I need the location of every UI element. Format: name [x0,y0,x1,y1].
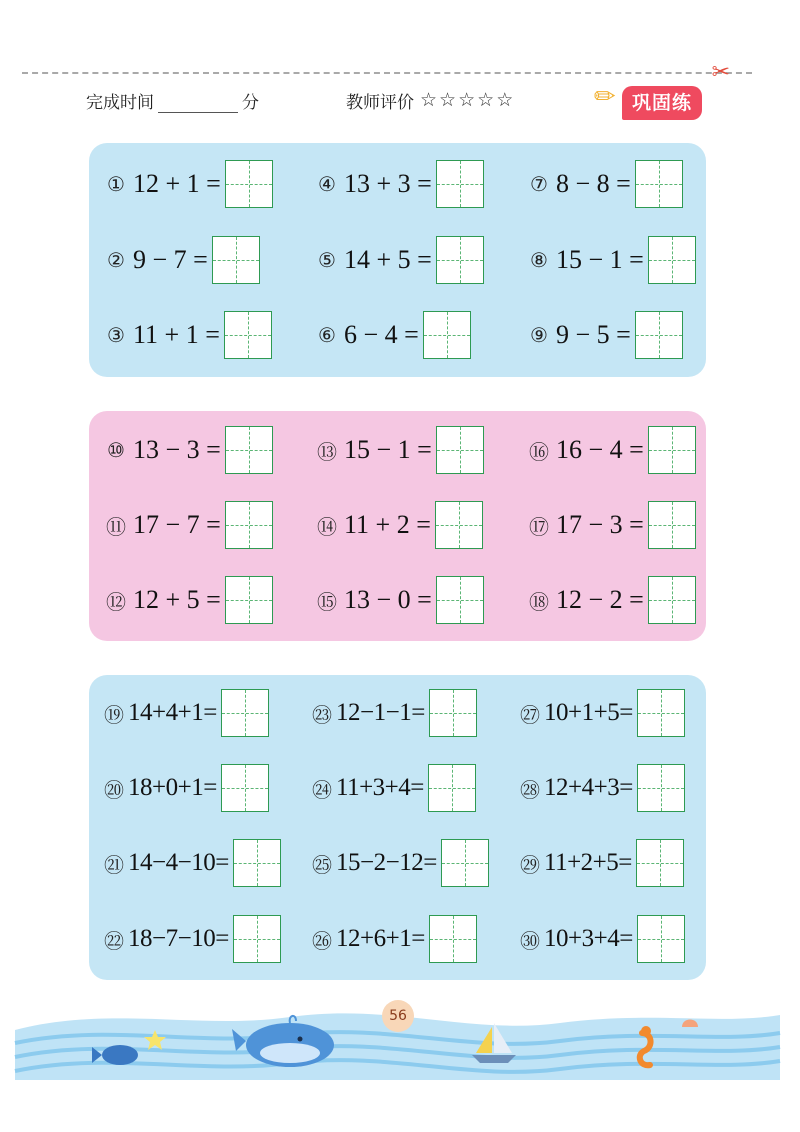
problem-item [101,764,269,812]
answer-box[interactable] [648,426,696,474]
star-icon[interactable]: ☆ [439,89,457,111]
problem-expression: 9 − 5 = [556,320,631,349]
answer-box[interactable] [225,426,273,474]
worksheet-header [0,84,800,118]
problem-number: ㉚ [520,928,540,953]
problem-expression: 10+3+4= [544,925,633,952]
problem-item [103,501,273,549]
problem-item [314,501,483,549]
answer-box[interactable] [441,839,489,887]
problem-number: ⑧ [530,248,548,272]
problem-item [526,160,683,208]
problem-expression: 16 − 4 = [556,435,644,464]
problem-number: ⑮ [317,589,337,614]
problem-number: ㉕ [312,852,332,877]
problem-number: ⑤ [318,248,336,272]
problem-expression: 12 + 5 = [133,585,221,614]
problem-expression: 12 + 1 = [133,169,221,198]
problem-item [314,160,484,208]
problem-number: ㉒ [104,928,124,953]
problem-item [103,576,273,624]
problem-number: ⑭ [317,514,337,539]
answer-box[interactable] [221,764,269,812]
badge-label: 巩固练 [622,86,702,120]
problem-item [314,426,484,474]
problem-item [103,160,273,208]
problem-number: ㉑ [104,852,124,877]
problem-number: ㉖ [312,928,332,953]
answer-box[interactable] [212,236,260,284]
problem-number: ⑰ [529,514,549,539]
answer-box[interactable] [637,764,685,812]
problem-expression: 14 + 5 = [344,245,432,274]
problem-item [101,689,269,737]
problem-expression: 14−4−10= [128,849,229,876]
problem-expression: 6 − 4 = [344,320,419,349]
problem-number: ⑨ [530,323,548,347]
problem-item [103,311,272,359]
problem-expression: 11+3+4= [336,774,424,801]
problem-number: ② [107,248,125,272]
problem-number: ㉙ [520,852,540,877]
problem-expression: 17 − 7 = [133,510,221,539]
problem-item [526,576,696,624]
problem-number: ⑱ [529,589,549,614]
answer-box[interactable] [225,576,273,624]
answer-box[interactable] [648,236,696,284]
answer-box[interactable] [436,426,484,474]
star-icon[interactable]: ☆ [458,89,476,111]
problem-expression: 15 − 1 = [556,245,644,274]
problem-item [309,689,477,737]
problem-expression: 13 − 0 = [344,585,432,614]
problem-expression: 9 − 7 = [133,245,208,274]
problem-number: ⑬ [317,439,337,464]
problem-number: ㉘ [520,777,540,802]
star-icon[interactable]: ☆ [477,89,495,111]
problem-expression: 12+6+1= [336,925,425,952]
problem-number: ㉗ [520,702,540,727]
problem-item [517,689,685,737]
problem-expression: 12+4+3= [544,774,633,801]
problem-item [103,426,273,474]
problem-expression: 17 − 3 = [556,510,644,539]
section-badge [592,84,732,126]
answer-box[interactable] [436,160,484,208]
answer-box[interactable] [648,576,696,624]
problem-item [309,915,477,963]
problem-number: ⑲ [104,702,124,727]
answer-box[interactable] [436,236,484,284]
answer-box[interactable] [635,311,683,359]
problem-item [526,311,683,359]
star-icon[interactable]: ☆ [420,89,438,111]
problem-number: ㉓ [312,702,332,727]
problem-expression: 15 − 1 = [344,435,432,464]
problem-number: ⑯ [529,439,549,464]
answer-box[interactable] [637,915,685,963]
scissors-icon: ✂ [711,60,730,85]
problem-number: ⑪ [106,514,126,539]
answer-box[interactable] [435,501,483,549]
eval-label: 教师评价 [346,93,414,113]
problem-number: ④ [318,172,336,196]
problem-number: ⑥ [318,323,336,347]
problem-item [101,839,281,887]
answer-box[interactable] [225,501,273,549]
problem-item [103,236,260,284]
answer-box[interactable] [233,915,281,963]
completion-time [86,88,259,113]
answer-box[interactable] [221,689,269,737]
exercise-panel-2 [89,411,706,641]
problem-item [314,576,484,624]
problem-item [101,915,281,963]
problem-expression: 13 + 3 = [344,169,432,198]
time-blank[interactable] [158,95,238,113]
problem-number: ⑦ [530,172,548,196]
answer-box[interactable] [423,311,471,359]
problem-item [309,839,489,887]
problem-item [526,426,696,474]
problem-expression: 10+1+5= [544,699,633,726]
answer-box[interactable] [636,839,684,887]
problem-item [517,839,684,887]
rating-stars [420,91,513,110]
answer-box[interactable] [224,311,272,359]
answer-box[interactable] [429,689,477,737]
problem-item [309,764,476,812]
problem-expression: 12−1−1= [336,699,425,726]
problem-item [517,764,685,812]
problem-expression: 11 + 2 = [344,510,431,539]
problem-item [314,311,471,359]
answer-box[interactable] [635,160,683,208]
problem-item [517,915,685,963]
answer-box[interactable] [225,160,273,208]
problem-expression: 11 + 1 = [133,320,220,349]
star-icon[interactable]: ☆ [496,89,514,111]
answer-box[interactable] [648,501,696,549]
problem-item [314,236,484,284]
problem-number: ⑳ [104,777,124,802]
time-label: 完成时间 [86,93,154,113]
problem-expression: 12 − 2 = [556,585,644,614]
problem-item [526,236,696,284]
problem-item [526,501,696,549]
answer-box[interactable] [436,576,484,624]
problem-expression: 15−2−12= [336,849,437,876]
problem-expression: 13 − 3 = [133,435,221,464]
time-unit: 分 [242,93,259,113]
problem-expression: 14+4+1= [128,699,217,726]
answer-box[interactable] [428,764,476,812]
pencil-mascot-icon: ✏ [594,82,616,112]
answer-box[interactable] [637,689,685,737]
teacher-evaluation [346,88,513,113]
answer-box[interactable] [233,839,281,887]
problem-number: ㉔ [312,777,332,802]
problem-number: ③ [107,323,125,347]
problem-expression: 11+2+5= [544,849,632,876]
exercise-panel-3 [89,675,706,980]
problem-number: ① [107,172,125,196]
problem-expression: 18+0+1= [128,774,217,801]
cut-line [22,72,752,74]
problem-number: ⑩ [107,438,125,462]
answer-box[interactable] [429,915,477,963]
problem-number: ⑫ [106,589,126,614]
page-number: 56 [382,1000,414,1032]
exercise-panel-1 [89,143,706,377]
problem-expression: 18−7−10= [128,925,229,952]
problem-expression: 8 − 8 = [556,169,631,198]
